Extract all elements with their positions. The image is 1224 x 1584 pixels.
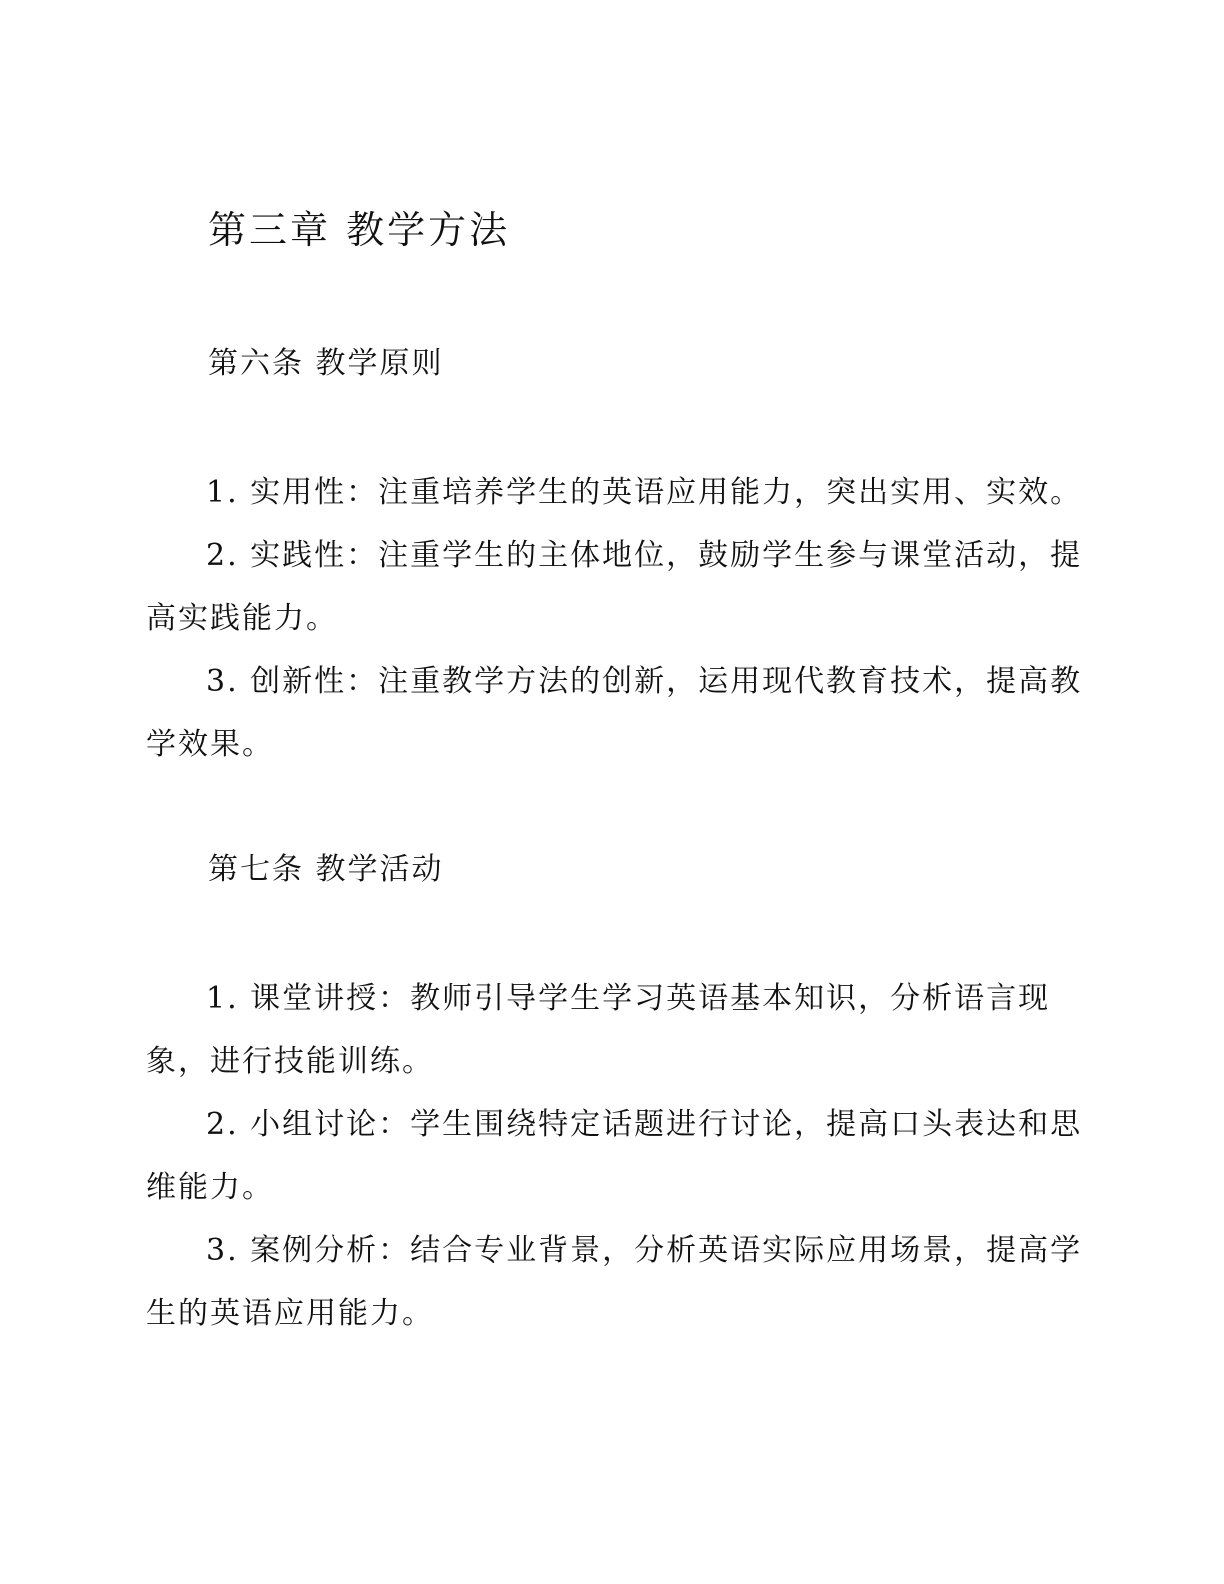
- article-6-item-3: 3. 创新性：注重教学方法的创新，运用现代教育技术，提高教学效果。: [146, 664, 1083, 762]
- article-6-item-1: 1. 实用性：注重培养学生的英语应用能力，突出实用、实效。: [206, 475, 1083, 510]
- chapter-title: 第三章 教学方法: [208, 208, 511, 252]
- article-6-item-2: 2. 实践性：注重学生的主体地位，鼓励学生参与课堂活动，提高实践能力。: [146, 538, 1083, 636]
- article-7-item-2: 2. 小组讨论：学生围绕特定话题进行讨论，提高口头表达和思维能力。: [146, 1107, 1083, 1205]
- article-6-heading: 第六条 教学原则: [208, 346, 444, 381]
- article-7-item-3: 3. 案例分析：结合专业背景，分析英语实际应用场景，提高学生的英语应用能力。: [146, 1233, 1083, 1331]
- article-7-item-1: 1. 课堂讲授：教师引导学生学习英语基本知识，分析语言现象，进行技能训练。: [146, 981, 1051, 1079]
- article-7-heading: 第七条 教学活动: [208, 852, 444, 887]
